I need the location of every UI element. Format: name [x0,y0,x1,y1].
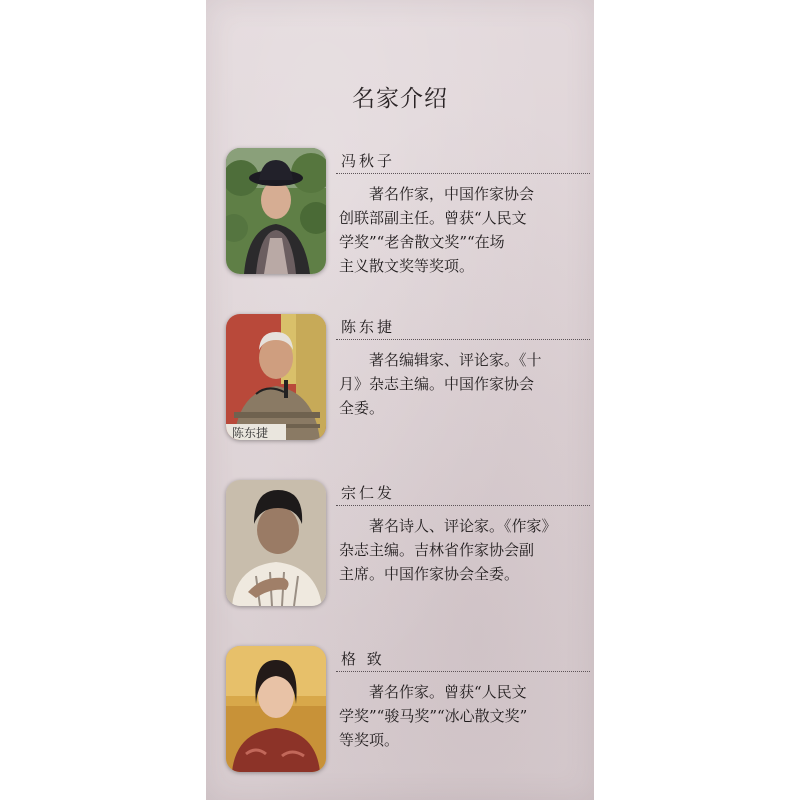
author-bio: 著名作家，中国作家协会 创联部副主任。曾获“人民文 学奖”“老舍散文奖”“在场 主义散文奖等奖项。 [339,185,535,275]
author-bio: 著名作家。曾获“人民文 学奖”“骏马奖”“冰心散文奖” 等奖项。 [339,683,528,749]
dotted-divider [336,339,590,340]
author-entry [226,646,578,776]
author-name: 陈东捷 [341,318,396,336]
dotted-divider [336,173,590,174]
author-entry [226,480,578,610]
author-photo [226,148,326,274]
author-intro-panel [206,0,594,800]
author-name: 格 致 [341,650,385,668]
author-photo [226,480,326,606]
author-photo [226,646,326,772]
author-bio: 著名诗人、评论家。《作家》 杂志主编。吉林省作家协会副 主席。中国作家协会全委。 [339,517,557,583]
author-entry [226,314,578,444]
author-photo [226,314,326,440]
author-entry [226,148,578,278]
author-name: 冯秋子 [341,152,396,170]
dotted-divider [336,671,590,672]
dotted-divider [336,505,590,506]
author-name: 宗仁发 [341,484,396,502]
photo-caption: 陈东捷 [232,426,269,440]
author-bio: 著名编辑家、评论家。《十 月》杂志主编。中国作家协会 全委。 [339,351,542,417]
page-title: 名家介绍 [352,86,448,112]
